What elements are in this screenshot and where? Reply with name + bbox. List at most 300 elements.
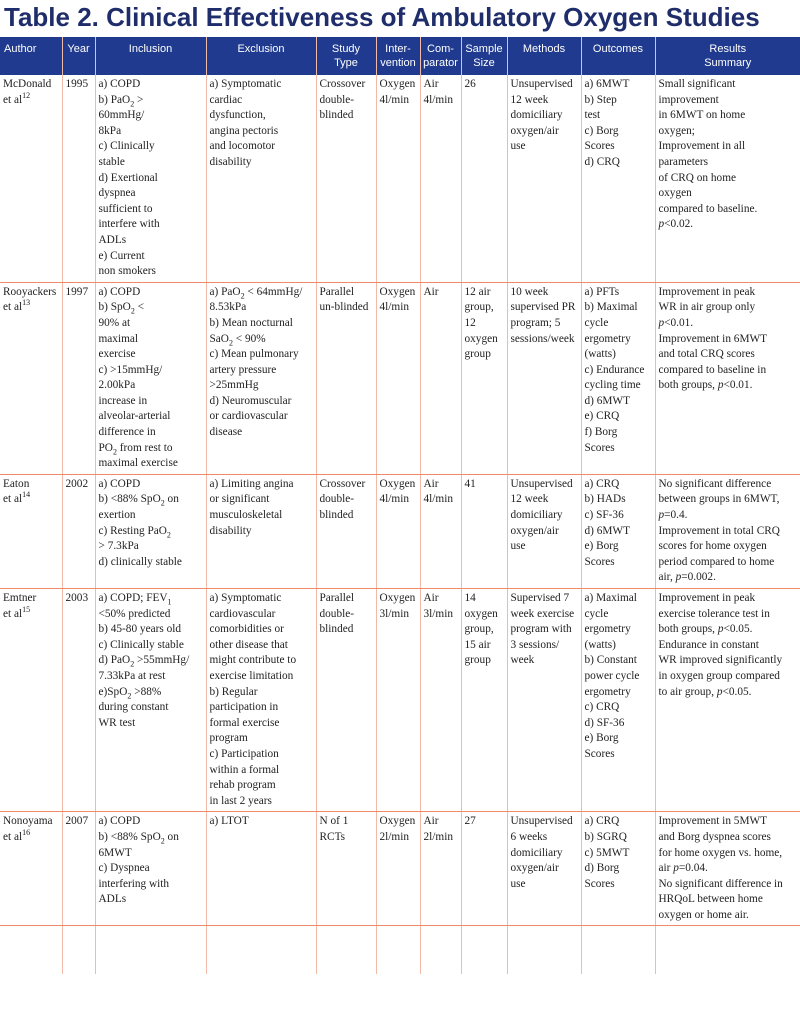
cell-intervention — [376, 75, 420, 282]
cell-line: group, — [464, 301, 494, 314]
cell-line: Rooyackers — [3, 285, 57, 298]
cell-line: b) Mean nocturnal — [209, 316, 293, 329]
cell-line: a) CRQ — [584, 477, 620, 490]
cell-line: cardiovascular — [209, 607, 276, 620]
cell-line: group — [464, 654, 491, 667]
cell-line: oxygen; — [658, 124, 695, 137]
cell-line: Supervised 7 — [510, 592, 570, 604]
cell-line: b) 45-80 years old — [98, 623, 182, 636]
cell-line: c) Dyspnea — [98, 862, 150, 875]
cell-line: 2007 — [65, 815, 89, 828]
cell-line: 6MWT — [98, 846, 132, 859]
cell-comparator — [420, 589, 461, 812]
cell-line: a) COPD — [98, 78, 141, 90]
cell-line: use — [510, 877, 526, 890]
cell-line: 14 — [464, 592, 476, 604]
cell-line: b) Regular — [209, 685, 258, 698]
cell-line: Scores — [584, 140, 615, 153]
cell-sample-size — [461, 812, 507, 926]
cell-empty — [95, 926, 206, 975]
cell-empty — [461, 926, 507, 975]
cell-line: un-blinded — [319, 301, 369, 314]
cell-line: Improvement in total CRQ — [658, 524, 780, 537]
cell-empty — [0, 926, 62, 975]
header-text: Exclusion — [237, 43, 285, 55]
cell-author — [0, 75, 62, 282]
cell-line: RCTs — [319, 830, 346, 843]
cell-line: in 6MWT on home — [658, 109, 746, 122]
cell-line: exertion — [98, 509, 136, 522]
cell-line: a) Maximal — [584, 592, 637, 604]
cell-line: 2l/min — [423, 830, 453, 843]
cell-line: 12 week — [510, 93, 549, 106]
cell-empty — [581, 926, 655, 975]
cell-line: between groups in 6MWT, — [658, 493, 780, 506]
cell-line: Endurance in constant — [658, 638, 759, 651]
cell-line: of CRQ on home — [658, 171, 737, 184]
cell-author — [0, 589, 62, 812]
cell-line: c) CRQ — [584, 701, 620, 714]
cell-line: 10 week — [510, 285, 549, 298]
cell-line: double- — [319, 493, 355, 506]
cell-line: et $al^{14}$ — [3, 490, 31, 506]
cell-line: cycle — [584, 607, 609, 620]
cell-inclusion — [95, 474, 206, 588]
cell-comparator — [420, 812, 461, 926]
cell-exclusion — [206, 474, 316, 588]
cell-line: double- — [319, 93, 355, 106]
cell-line: d) Neuromuscular — [209, 394, 292, 407]
cell-outcomes — [581, 282, 655, 474]
cell-line: test — [584, 109, 601, 122]
cell-line: Crossover — [319, 78, 366, 90]
cell-line: oxygen — [464, 607, 498, 620]
cell-line: No significant difference — [658, 477, 772, 490]
cell-methods — [507, 589, 581, 812]
cell-line: Improvement in peak — [658, 592, 756, 604]
cell-line: b) Step — [584, 93, 617, 106]
cell-line: Crossover — [319, 477, 366, 490]
cell-line: scores for home oxygen — [658, 540, 767, 553]
cell-line: 6 weeks — [510, 830, 548, 843]
table-title: Table 2. Clinical Effectiveness of Ambulatory Oxygen Studies — [4, 2, 760, 32]
cell-line: a) PaO$_2$ < 64mmHg/ — [209, 285, 303, 300]
cell-empty — [376, 926, 420, 975]
cell-line: b) SGRQ — [584, 830, 627, 843]
cell-intervention — [376, 474, 420, 588]
cell-line: formal exercise — [209, 716, 280, 729]
cell-line: 4l/min — [379, 493, 409, 506]
cell-line: 8kPa — [98, 124, 122, 137]
cell-line: or significant — [209, 493, 270, 506]
cell-line: Oxygen — [379, 477, 416, 490]
header-text: Author — [4, 43, 37, 55]
cell-line: sessions/week — [510, 332, 575, 345]
cell-line: Unsupervised — [510, 477, 573, 490]
cell-outcomes — [581, 474, 655, 588]
cell-line: blinded — [319, 109, 354, 122]
cell-line: rehab program — [209, 779, 276, 792]
cell-line: disability — [209, 524, 252, 537]
cell-line: Improvement in 6MWT — [658, 332, 768, 345]
cell-line: Air — [423, 477, 439, 490]
cell-results-summary — [655, 474, 800, 588]
table-row — [0, 589, 800, 812]
cell-line: Air — [423, 78, 439, 90]
cell-line: (watts) — [584, 348, 616, 361]
cell-line: b) Maximal — [584, 301, 638, 314]
cell-line: use — [510, 540, 526, 553]
cell-outcomes — [581, 75, 655, 282]
cell-line: 4l/min — [379, 301, 409, 314]
cell-line: during constant — [98, 701, 169, 714]
cell-line: and total CRQ scores — [658, 348, 755, 361]
cell-sample-size — [461, 75, 507, 282]
cell-line: 3l/min — [423, 607, 453, 620]
cell-line: d) Exertional — [98, 171, 158, 184]
header-text: Study — [331, 43, 361, 55]
cell-line: a) Limiting angina — [209, 477, 294, 490]
cell-line: might contribute to — [209, 654, 297, 667]
cell-line: maximal exercise — [98, 457, 178, 470]
cell-line: p=0.4. — [658, 509, 688, 522]
cell-line: stable — [98, 155, 125, 168]
header-comparator — [420, 37, 461, 75]
cell-line: program — [209, 732, 248, 745]
cell-line: et $al^{15}$ — [3, 604, 31, 620]
cell-study-type — [316, 282, 376, 474]
cell-line: d) Borg — [584, 862, 620, 875]
cell-line: Eaton — [3, 477, 30, 490]
cell-exclusion — [206, 589, 316, 812]
cell-line: cycling time — [584, 379, 641, 392]
header-text: Type — [334, 57, 358, 69]
header-exclusion — [206, 37, 316, 75]
header-text: Inclusion — [128, 43, 173, 55]
cell-line: a) COPD — [98, 815, 141, 828]
cell-line: p<0.01. — [658, 316, 694, 329]
cell-line: oxygen/air — [510, 524, 559, 537]
cell-line: angina pectoris — [209, 124, 279, 137]
table-header — [0, 37, 800, 75]
cell-study-type — [316, 589, 376, 812]
cell-line: a) PFTs — [584, 285, 620, 298]
cell-line: a) COPD; $FEV_1$ — [98, 592, 172, 607]
cell-line: comorbidities or — [209, 623, 284, 636]
cell-line: 3l/min — [379, 607, 409, 620]
cell-line: alveolar-arterial — [98, 410, 171, 423]
cell-line: Improvement in all — [658, 140, 746, 153]
table-row — [0, 282, 800, 474]
cell-line: b) SpO$_2$ < — [98, 301, 145, 316]
cell-line: c) Mean pulmonary — [209, 348, 299, 361]
cell-empty — [206, 926, 316, 975]
cell-line: >25mmHg — [209, 379, 259, 392]
cell-line: d) CRQ — [584, 155, 620, 168]
cell-line: 12 air — [464, 285, 491, 298]
cell-line: use — [510, 140, 526, 153]
cell-line: Air — [423, 285, 439, 298]
cell-line: 4l/min — [423, 93, 453, 106]
header-text: Year — [67, 43, 90, 55]
cell-line: b) PaO$_2$ > — [98, 93, 144, 108]
cell-year — [62, 589, 95, 812]
cell-line: domiciliary — [510, 846, 563, 859]
cell-line: supervised PR — [510, 301, 576, 314]
cell-empty — [655, 926, 800, 975]
cell-line: a) CRQ — [584, 815, 620, 828]
cell-line: interfere with — [98, 218, 160, 231]
cell-line: or cardiovascular — [209, 410, 288, 423]
cell-line: e) Borg — [584, 540, 619, 553]
header-results-summary — [655, 37, 800, 75]
cell-line: for home oxygen vs. home, — [658, 846, 783, 859]
cell-line: c) Clinically — [98, 140, 155, 153]
cell-results-summary — [655, 282, 800, 474]
header-outcomes — [581, 37, 655, 75]
cell-line: a) Symptomatic — [209, 78, 282, 90]
cell-line: air p=0.04. — [658, 862, 708, 875]
header-text: Summary — [704, 57, 752, 69]
cell-line: disease — [209, 426, 243, 439]
cell-methods — [507, 474, 581, 588]
cell-line: in oxygen group compared — [658, 669, 780, 682]
cell-line: c) >15mmHg/ — [98, 363, 163, 376]
cell-comparator — [420, 75, 461, 282]
header-text: Sample — [465, 43, 503, 55]
cell-line: sufficient to — [98, 202, 153, 215]
cell-line: 15 air — [464, 638, 491, 651]
cell-line: oxygen/air — [510, 862, 559, 875]
cell-line: e)SpO$_2$ >88% — [98, 685, 162, 700]
cell-line: 7.33kPa at rest — [98, 669, 166, 682]
cell-line: c) SF-36 — [584, 509, 624, 522]
cell-line: both groups, p<0.01. — [658, 379, 753, 392]
cell-line: et $al^{16}$ — [3, 828, 31, 843]
cell-line: to air group, p<0.05. — [658, 685, 752, 698]
cell-line: d) 6MWT — [584, 524, 630, 537]
cell-sample-size — [461, 282, 507, 474]
cell-year — [62, 75, 95, 282]
cell-line: 90% at — [98, 316, 131, 329]
cell-line: Oxygen — [379, 815, 416, 828]
cell-line: Scores — [584, 877, 615, 890]
header-methods — [507, 37, 581, 75]
cell-line: Scores — [584, 441, 615, 454]
cell-line: program; 5 — [510, 316, 561, 329]
cell-line: oxygen/air — [510, 124, 559, 137]
cell-line: Parallel — [319, 285, 355, 298]
cell-intervention — [376, 282, 420, 474]
cell-line: a) 6MWT — [584, 78, 630, 90]
cell-line: 2l/min — [379, 830, 409, 843]
header-text: vention — [380, 57, 416, 69]
cell-line: 60mmHg/ — [98, 109, 145, 122]
cell-line: Improvement in peak — [658, 285, 756, 298]
cell-line: 2.00kPa — [98, 379, 136, 392]
cell-line: period compared to home — [658, 555, 775, 568]
cell-line: Nonoyama — [3, 815, 53, 828]
cell-line: blinded — [319, 623, 354, 636]
cell-exclusion — [206, 812, 316, 926]
cell-line: d) clinically stable — [98, 555, 182, 568]
cell-line: b) Constant — [584, 654, 637, 667]
cell-comparator — [420, 474, 461, 588]
cell-line: SaO$_2$ < 90% — [209, 332, 266, 347]
cell-line: a) COPD — [98, 477, 141, 490]
cell-line: parameters — [658, 155, 709, 168]
cell-line: f) Borg — [584, 426, 618, 439]
cell-line: oxygen — [464, 332, 498, 345]
cell-line: d) SF-36 — [584, 716, 625, 729]
cell-line: non smokers — [98, 265, 156, 278]
cell-intervention — [376, 812, 420, 926]
table-row — [0, 812, 800, 926]
cell-results-summary — [655, 812, 800, 926]
cell-line: Small significant — [658, 78, 736, 90]
cell-line: domiciliary — [510, 109, 563, 122]
cell-line: ergometry — [584, 332, 631, 345]
cell-line: participation in — [209, 701, 279, 714]
cell-line: $PO_2$ from rest to — [98, 441, 173, 456]
cell-line: d) PaO$_2$ >55mmHg/ — [98, 654, 190, 669]
cell-line: disability — [209, 155, 252, 168]
cell-line: e) CRQ — [584, 410, 620, 423]
cell-inclusion — [95, 282, 206, 474]
cell-line: b) HADs — [584, 493, 626, 506]
cell-line: power cycle — [584, 669, 640, 682]
cell-line: both groups, p<0.05. — [658, 623, 753, 636]
header-intervention — [376, 37, 420, 75]
cell-line: HRQoL between home — [658, 893, 763, 906]
cell-line: Scores — [584, 555, 615, 568]
cell-outcomes — [581, 812, 655, 926]
table-row-empty — [0, 926, 800, 975]
cell-line: 12 week — [510, 493, 549, 506]
studies-table — [0, 37, 800, 974]
cell-line: group, — [464, 623, 494, 636]
cell-line: within a formal — [209, 763, 280, 776]
table-body — [0, 75, 800, 974]
cell-empty — [507, 926, 581, 975]
cell-study-type — [316, 474, 376, 588]
cell-line: and locomotor — [209, 140, 276, 153]
cell-line: Oxygen — [379, 592, 416, 604]
cell-exclusion — [206, 75, 316, 282]
cell-results-summary — [655, 589, 800, 812]
cell-line: N of 1 — [319, 815, 349, 828]
cell-line: b) <88% SpO$_2$ on — [98, 830, 179, 846]
cell-line: 26 — [464, 78, 476, 90]
cell-author — [0, 474, 62, 588]
cell-line: Unsupervised — [510, 815, 573, 828]
cell-line: exercise limitation — [209, 669, 294, 682]
cell-line: Oxygen — [379, 78, 416, 90]
cell-line: week — [510, 654, 535, 667]
header-text: Com- — [427, 43, 454, 55]
cell-line: 2003 — [65, 592, 89, 604]
cell-line: program with — [510, 623, 572, 636]
cell-line: dyspnea — [98, 187, 136, 200]
cell-year — [62, 474, 95, 588]
cell-line: musculoskeletal — [209, 509, 283, 522]
cell-inclusion — [95, 812, 206, 926]
cell-line: d) 6MWT — [584, 394, 630, 407]
cell-line: c) Clinically stable — [98, 638, 184, 651]
cell-line: 8.53kPa — [209, 301, 247, 314]
cell-line: artery pressure — [209, 363, 277, 376]
table-row — [0, 75, 800, 282]
cell-empty — [62, 926, 95, 975]
cell-line: 1995 — [65, 78, 89, 90]
cell-line: No significant difference in — [658, 877, 783, 890]
cell-line: oxygen — [658, 187, 692, 200]
cell-line: 4l/min — [423, 493, 453, 506]
cell-inclusion — [95, 75, 206, 282]
cell-line: c) Endurance — [584, 363, 645, 376]
cell-line: oxygen or home air. — [658, 908, 749, 921]
header-text: Methods — [522, 43, 566, 55]
cell-study-type — [316, 812, 376, 926]
cell-line: Air — [423, 592, 439, 604]
cell-line: e) Borg — [584, 732, 619, 745]
cell-line: domiciliary — [510, 509, 563, 522]
header-year — [62, 37, 95, 75]
cell-empty — [420, 926, 461, 975]
cell-line: difference in — [98, 426, 156, 439]
cell-line: et $al^{12}$ — [3, 90, 31, 106]
cell-line: Oxygen — [379, 285, 416, 298]
cell-line: > 7.3kPa — [98, 540, 139, 553]
cell-line: Improvement in 5MWT — [658, 815, 768, 828]
cell-line: 1997 — [65, 285, 89, 298]
cell-line: a) Symptomatic — [209, 592, 282, 604]
cell-line: compared to baseline in — [658, 363, 767, 376]
cell-line: b) <88% SpO$_2$ on — [98, 493, 179, 508]
cell-line: WR test — [98, 716, 136, 729]
cell-line: a) LTOT — [209, 815, 249, 828]
header-inclusion — [95, 37, 206, 75]
cell-line: compared to baseline. — [658, 202, 758, 215]
cell-line: group — [464, 348, 491, 361]
cell-line: exercise — [98, 348, 136, 361]
header-study-type — [316, 37, 376, 75]
cell-line: 4l/min — [379, 93, 409, 106]
header-text: Size — [473, 57, 495, 69]
cell-line: a) COPD — [98, 285, 141, 298]
cell-sample-size — [461, 589, 507, 812]
header-text: Inter- — [385, 43, 411, 55]
cell-line: 27 — [464, 815, 476, 828]
header-row — [0, 37, 800, 75]
cell-line: Air — [423, 815, 439, 828]
header-text: Results — [709, 43, 747, 55]
cell-empty — [316, 926, 376, 975]
cell-methods — [507, 282, 581, 474]
cell-author — [0, 812, 62, 926]
cell-line: 3 sessions/ — [510, 638, 560, 651]
cell-line: (watts) — [584, 638, 616, 651]
header-text: Outcomes — [592, 43, 644, 55]
cell-line: blinded — [319, 509, 354, 522]
cell-line: air, p=0.002. — [658, 571, 716, 584]
cell-line: exercise tolerance test in — [658, 607, 770, 620]
cell-line: c) Borg — [584, 124, 619, 137]
cell-line: Scores — [584, 747, 615, 760]
cell-line: double- — [319, 607, 355, 620]
cell-line: week exercise — [510, 607, 575, 620]
cell-line: Unsupervised — [510, 78, 573, 90]
